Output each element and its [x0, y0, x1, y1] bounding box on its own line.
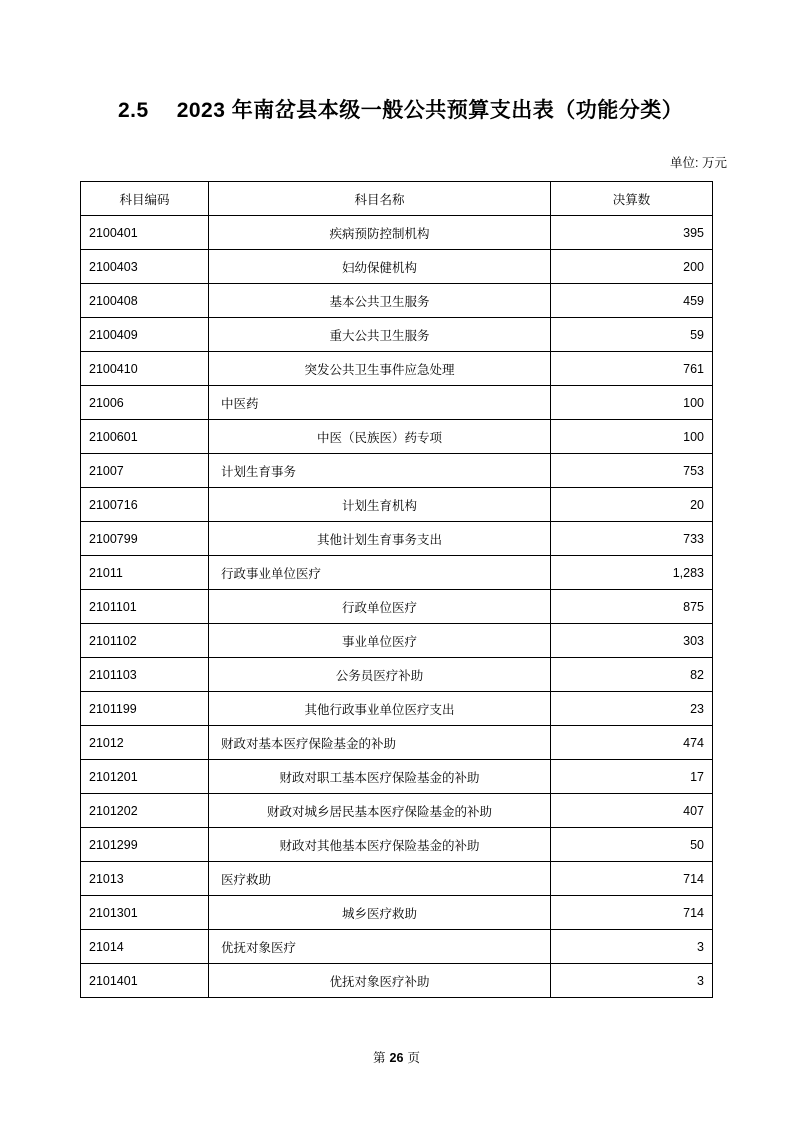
- table-row: [81, 420, 713, 454]
- table-row: [81, 760, 713, 794]
- cell-code: 21007: [81, 454, 209, 488]
- header-amount: 决算数: [551, 182, 713, 216]
- table-body: [81, 216, 713, 998]
- page-title: [0, 0, 793, 123]
- header-code: 科目编码: [81, 182, 209, 216]
- cell-code: 2100409: [81, 318, 209, 352]
- table-row: [81, 896, 713, 930]
- table-row: [81, 250, 713, 284]
- cell-code: 2101202: [81, 794, 209, 828]
- cell-name: 其他行政事业单位医疗支出: [209, 692, 551, 726]
- cell-name: 财政对基本医疗保险基金的补助: [209, 726, 551, 760]
- table-row: [81, 318, 713, 352]
- cell-amount: 3: [551, 930, 713, 964]
- cell-amount: 714: [551, 896, 713, 930]
- cell-amount: 3: [551, 964, 713, 998]
- cell-amount: 753: [551, 454, 713, 488]
- table-row: [81, 930, 713, 964]
- cell-name: 中医（民族医）药专项: [209, 420, 551, 454]
- cell-code: 2101199: [81, 692, 209, 726]
- cell-name: 重大公共卫生服务: [209, 318, 551, 352]
- table-row: [81, 386, 713, 420]
- table-row: [81, 216, 713, 250]
- cell-name: 财政对城乡居民基本医疗保险基金的补助: [209, 794, 551, 828]
- cell-amount: 17: [551, 760, 713, 794]
- cell-name: 公务员医疗补助: [209, 658, 551, 692]
- cell-amount: 761: [551, 352, 713, 386]
- table-row: [81, 488, 713, 522]
- cell-name: 事业单位医疗: [209, 624, 551, 658]
- cell-code: 21011: [81, 556, 209, 590]
- cell-name: 城乡医疗救助: [209, 896, 551, 930]
- footer-prefix: 第: [373, 1051, 386, 1065]
- cell-amount: 875: [551, 590, 713, 624]
- cell-amount: 407: [551, 794, 713, 828]
- cell-code: 2100601: [81, 420, 209, 454]
- cell-code: 2100403: [81, 250, 209, 284]
- budget-table: [80, 181, 713, 998]
- cell-amount: 714: [551, 862, 713, 896]
- table-row: [81, 692, 713, 726]
- cell-amount: 23: [551, 692, 713, 726]
- cell-code: 2101201: [81, 760, 209, 794]
- cell-amount: 50: [551, 828, 713, 862]
- header-name: 科目名称: [209, 182, 551, 216]
- title-text: 2023 年南岔县本级一般公共预算支出表（功能分类）: [176, 99, 684, 122]
- cell-amount: 100: [551, 420, 713, 454]
- cell-name: 计划生育事务: [209, 454, 551, 488]
- cell-code: 2100401: [81, 216, 209, 250]
- cell-code: 2101301: [81, 896, 209, 930]
- cell-amount: 1,283: [551, 556, 713, 590]
- cell-code: 2101103: [81, 658, 209, 692]
- table-row: [81, 522, 713, 556]
- cell-name: 中医药: [209, 386, 551, 420]
- cell-name: 基本公共卫生服务: [209, 284, 551, 318]
- cell-amount: 200: [551, 250, 713, 284]
- table-row: [81, 658, 713, 692]
- table-row: [81, 556, 713, 590]
- table-row: [81, 284, 713, 318]
- cell-code: 2101401: [81, 964, 209, 998]
- cell-name: 行政单位医疗: [209, 590, 551, 624]
- cell-code: 2101102: [81, 624, 209, 658]
- cell-code: 2100410: [81, 352, 209, 386]
- cell-amount: 82: [551, 658, 713, 692]
- cell-code: 2100799: [81, 522, 209, 556]
- cell-name: 计划生育机构: [209, 488, 551, 522]
- cell-name: 财政对其他基本医疗保险基金的补助: [209, 828, 551, 862]
- table-row: [81, 862, 713, 896]
- cell-amount: 100: [551, 386, 713, 420]
- cell-name: 行政事业单位医疗: [209, 556, 551, 590]
- cell-name: 财政对职工基本医疗保险基金的补助: [209, 760, 551, 794]
- table-header-row: [81, 182, 713, 216]
- table-row: [81, 828, 713, 862]
- page-footer: [0, 1048, 793, 1066]
- cell-code: 21014: [81, 930, 209, 964]
- cell-name: 妇幼保健机构: [209, 250, 551, 284]
- cell-amount: 474: [551, 726, 713, 760]
- cell-name: 其他计划生育事务支出: [209, 522, 551, 556]
- page-number: 26: [389, 1051, 404, 1065]
- cell-name: 医疗救助: [209, 862, 551, 896]
- table-row: [81, 794, 713, 828]
- cell-name: 优抚对象医疗补助: [209, 964, 551, 998]
- cell-code: 2101101: [81, 590, 209, 624]
- table-row: [81, 454, 713, 488]
- cell-name: 优抚对象医疗: [209, 930, 551, 964]
- cell-amount: 20: [551, 488, 713, 522]
- cell-amount: 59: [551, 318, 713, 352]
- cell-code: 2101299: [81, 828, 209, 862]
- table-row: [81, 726, 713, 760]
- cell-amount: 459: [551, 284, 713, 318]
- cell-name: 突发公共卫生事件应急处理: [209, 352, 551, 386]
- table-row: [81, 352, 713, 386]
- section-number: 2.5: [118, 99, 149, 122]
- cell-amount: 303: [551, 624, 713, 658]
- cell-code: 21013: [81, 862, 209, 896]
- unit-note: 单位: 万元: [670, 156, 727, 171]
- cell-name: 疾病预防控制机构: [209, 216, 551, 250]
- cell-amount: 733: [551, 522, 713, 556]
- cell-code: 2100716: [81, 488, 209, 522]
- cell-code: 21012: [81, 726, 209, 760]
- table-row: [81, 590, 713, 624]
- cell-amount: 395: [551, 216, 713, 250]
- cell-code: 2100408: [81, 284, 209, 318]
- table-row: [81, 624, 713, 658]
- table-row: [81, 964, 713, 998]
- footer-suffix: 页: [407, 1051, 420, 1065]
- cell-code: 21006: [81, 386, 209, 420]
